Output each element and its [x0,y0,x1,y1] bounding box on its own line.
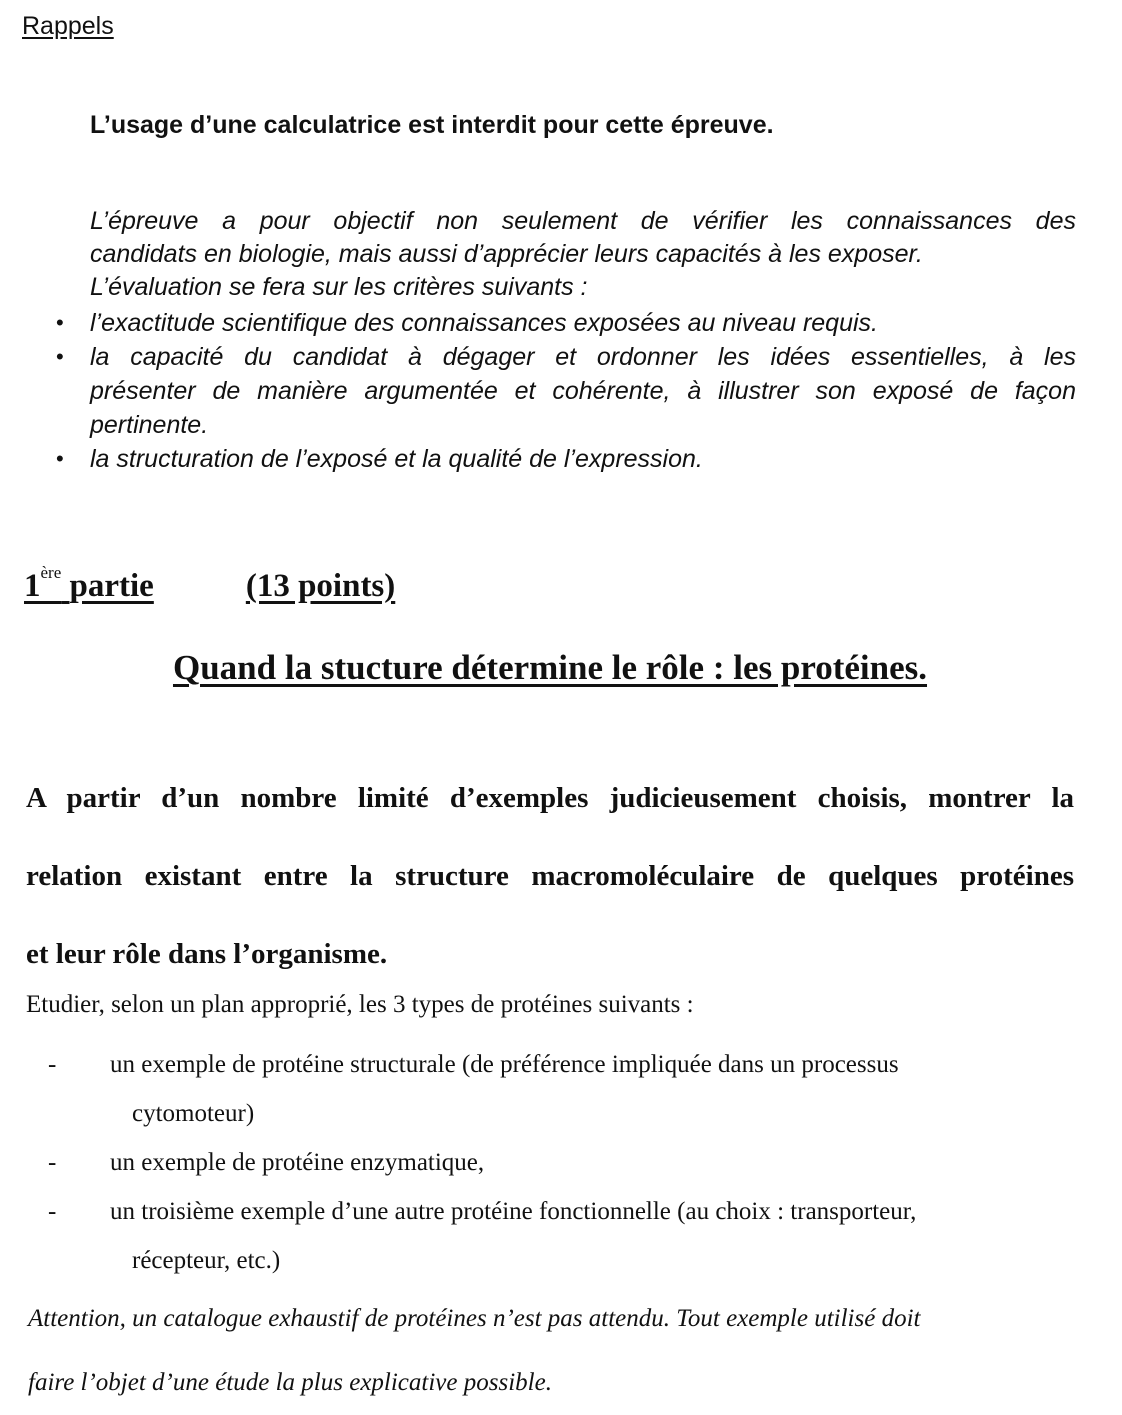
protein-type-text: cytomoteur) [132,1100,255,1127]
objective-line: L’épreuve a pour objectif non seulement de vérifier les connaissances des [90,207,1076,235]
question-line: A partir d’un nombre limité d’exemples judicieusement choisis, montrer la [26,782,1074,814]
protein-type-text: un exemple de protéine structurale (de préférence impliquée dans un processus [110,1051,899,1078]
part-suffix: ère [40,563,62,582]
protein-type-text: un troisième exemple d’une autre protéine fonctionnelle (au choix : transporteur, [110,1198,917,1225]
dash-icon: - [48,1149,57,1176]
protein-type-text: récepteur, etc.) [132,1247,281,1274]
calculator-rule: L’usage d’une calculatrice est interdit pour cette épreuve. [90,111,774,139]
section-title-rappels: Rappels [22,12,114,40]
criteria-text: pertinente. [90,411,209,439]
objective-line: L’évaluation se fera sur les critères suivants : [90,273,588,301]
objective-line: candidats en biologie, mais aussi d’apprécier leurs capacités à les exposer. [90,240,923,268]
criteria-text: la capacité du candidat à dégager et ordonner les idées essentielles, à les [90,343,1076,371]
criteria-item [0,306,1076,340]
protein-types-list [0,1040,1010,1285]
criteria-item [0,442,1076,476]
main-question [26,759,1074,993]
instructions-intro: Etudier, selon un plan approprié, les 3 types de protéines suivants : [26,991,694,1018]
attention-line: Attention, un catalogue exhaustif de protéines n’est pas attendu. Tout exemple utilisé doit [28,1305,921,1332]
part-heading [24,563,395,605]
criteria-text: l’exactitude scientifique des connaissances exposées au niveau requis. [90,309,878,337]
protein-type-item [0,1138,1010,1187]
protein-type-text: un exemple de protéine enzymatique, [110,1149,485,1176]
criteria-text: la structuration de l’exposé et la qualité de l’expression. [90,445,703,473]
dash-icon: - [48,1051,57,1078]
attention-note [28,1287,1028,1415]
bullet-icon: • [56,446,64,471]
criteria-item [0,340,1076,442]
protein-type-item [0,1040,1010,1138]
subject-title: Quand la stucture détermine le rôle : les protéines. [172,648,928,687]
objective-paragraph [90,205,1076,304]
protein-type-item [0,1187,1010,1285]
part-number: 1 [24,568,41,604]
criteria-list [0,306,1122,476]
question-line: et leur rôle dans l’organisme. [26,938,388,970]
part-points: (13 points) [245,568,396,604]
criteria-text: présenter de manière argumentée et cohérente, à illustrer son exposé de façon [90,377,1076,405]
dash-icon: - [48,1198,57,1225]
question-line: relation existant entre la structure macromoléculaire de quelques protéines [26,860,1074,892]
part-label: partie [69,568,154,604]
attention-line: faire l’objet d’une étude la plus explicative possible. [28,1369,552,1396]
bullet-icon: • [56,344,64,369]
bullet-icon: • [56,310,64,335]
